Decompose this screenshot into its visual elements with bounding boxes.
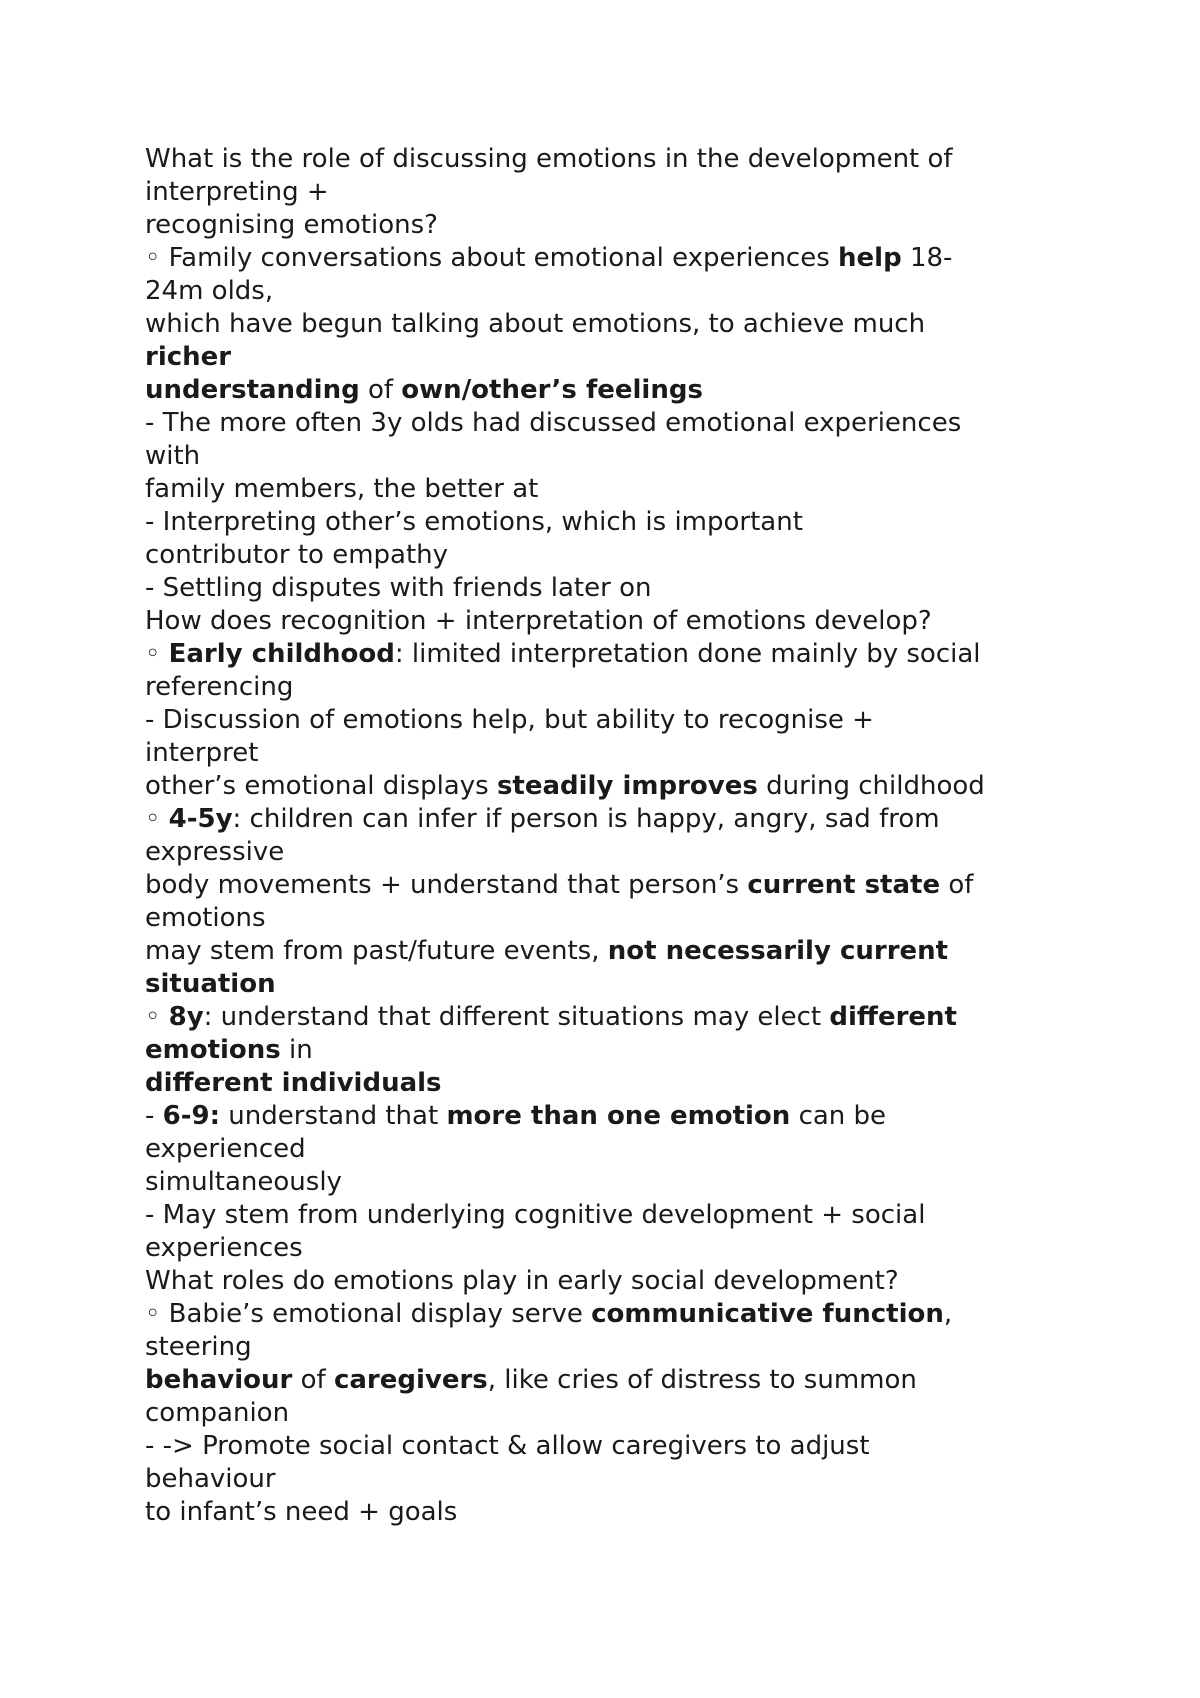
document-line (145, 1001, 1145, 1034)
text-run: understand that (220, 1101, 447, 1131)
document-line (145, 308, 1145, 341)
text-run: 24m olds, (145, 276, 274, 306)
bold-text-run: steadily improves (496, 771, 758, 801)
bold-text-run: richer (145, 342, 232, 372)
text-run: simultaneously (145, 1167, 342, 1197)
document-line (145, 473, 1145, 506)
document-line (145, 1430, 1145, 1463)
document-line (145, 1034, 1145, 1067)
document-line (145, 1100, 1145, 1133)
text-run: other’s emotional displays (145, 771, 497, 801)
text-run: of (940, 870, 974, 900)
document-line (145, 968, 1145, 1001)
text-run: - The more often 3y olds had discussed emotional experiences (145, 408, 962, 438)
text-run: - Settling disputes with friends later on (145, 573, 652, 603)
text-run: during childhood (757, 771, 985, 801)
document-line (145, 737, 1145, 770)
document-line (145, 638, 1145, 671)
text-run: referencing (145, 672, 294, 702)
text-run: expressive (145, 837, 285, 867)
text-run: to infant’s need + goals (145, 1497, 458, 1527)
document-line (145, 671, 1145, 704)
text-run: , (943, 1299, 953, 1329)
document-line (145, 1166, 1145, 1199)
text-run: - -> Promote social contact & allow caregivers to adjust (145, 1431, 870, 1461)
document-line (145, 704, 1145, 737)
text-run: - May stem from underlying cognitive development + social (145, 1200, 926, 1230)
bold-text-run: current state (747, 870, 941, 900)
document-line (145, 1265, 1145, 1298)
text-run: interpret (145, 738, 259, 768)
document-line (145, 275, 1145, 308)
document-line (145, 242, 1145, 275)
document-line (145, 143, 1145, 176)
text-run: : children can infer if person is happy, angry, sad from (232, 804, 940, 834)
text-run: How does recognition + interpretation of emotions develop? (145, 606, 932, 636)
document-line (145, 1364, 1145, 1397)
text-run: , like cries of distress to summon (487, 1365, 917, 1395)
bold-text-run: 4-5y (168, 804, 233, 834)
bold-text-run: emotions (145, 1035, 281, 1065)
bold-text-run: different individuals (145, 1068, 442, 1098)
text-run: : understand that different situations may elect (203, 1002, 830, 1032)
bold-text-run: 8y (168, 1002, 204, 1032)
bold-text-run: behaviour (145, 1365, 293, 1395)
document-line (145, 176, 1145, 209)
document-line (145, 836, 1145, 869)
document-line (145, 1397, 1145, 1430)
text-run: steering (145, 1332, 252, 1362)
bold-text-run: situation (145, 969, 276, 999)
text-run: ◦ (145, 804, 169, 834)
document-line (145, 770, 1145, 803)
text-run: ◦ Babie’s emotional display serve (145, 1299, 592, 1329)
document-line (145, 1463, 1145, 1496)
document-line (145, 605, 1145, 638)
text-run: with (145, 441, 201, 471)
bold-text-run: understanding (145, 375, 360, 405)
text-run: interpreting + (145, 177, 329, 207)
document-line (145, 341, 1145, 374)
text-run: ◦ (145, 1002, 169, 1032)
bold-text-run: 6-9: (162, 1101, 221, 1131)
document-line (145, 935, 1145, 968)
bold-text-run: help (838, 243, 902, 273)
text-run: of (292, 1365, 334, 1395)
bold-text-run: more than one emotion (446, 1101, 791, 1131)
text-run: What is the role of discussing emotions in the development of (145, 144, 953, 174)
text-run: family members, the better at (145, 474, 539, 504)
document-line (145, 1133, 1145, 1166)
text-run: may stem from past/future events, (145, 936, 608, 966)
text-run: ◦ (145, 639, 169, 669)
document-line (145, 407, 1145, 440)
text-run: - (145, 1101, 163, 1131)
bold-text-run: different (829, 1002, 957, 1032)
text-run: of (359, 375, 402, 405)
document-line (145, 209, 1145, 242)
text-run: What roles do emotions play in early social development? (145, 1266, 899, 1296)
document-line (145, 1232, 1145, 1265)
text-run: which have begun talking about emotions, to achieve much (145, 309, 926, 339)
document-line (145, 1496, 1145, 1529)
document-line (145, 1199, 1145, 1232)
text-run: emotions (145, 903, 266, 933)
text-run: 18- (901, 243, 953, 273)
document-line (145, 440, 1145, 473)
document-line (145, 1067, 1145, 1100)
text-run: behaviour (145, 1464, 276, 1494)
bold-text-run: communicative function (591, 1299, 944, 1329)
bold-text-run: Early childhood (168, 639, 395, 669)
text-run: contributor to empathy (145, 540, 449, 570)
document-line (145, 902, 1145, 935)
document-line (145, 1331, 1145, 1364)
bold-text-run: caregivers (333, 1365, 488, 1395)
document-line (145, 1298, 1145, 1331)
text-run: body movements + understand that person’s (145, 870, 748, 900)
document-line (145, 374, 1145, 407)
text-run: in (280, 1035, 313, 1065)
text-run: recognising emotions? (145, 210, 438, 240)
document-line (145, 803, 1145, 836)
text-run: : limited interpretation done mainly by social (394, 639, 981, 669)
document-line (145, 539, 1145, 572)
text-run: experiences (145, 1233, 303, 1263)
document-line (145, 572, 1145, 605)
document-line (145, 506, 1145, 539)
text-run: experienced (145, 1134, 306, 1164)
text-run: ◦ Family conversations about emotional experiences (145, 243, 839, 273)
text-run: can be (790, 1101, 887, 1131)
bold-text-run: not necessarily current (607, 936, 949, 966)
text-run: - Interpreting other’s emotions, which is important (145, 507, 803, 537)
text-run: companion (145, 1398, 290, 1428)
text-run: - Discussion of emotions help, but ability to recognise + (145, 705, 874, 735)
bold-text-run: own/other’s feelings (401, 375, 703, 405)
document-body (145, 143, 1145, 1529)
document-line (145, 869, 1145, 902)
